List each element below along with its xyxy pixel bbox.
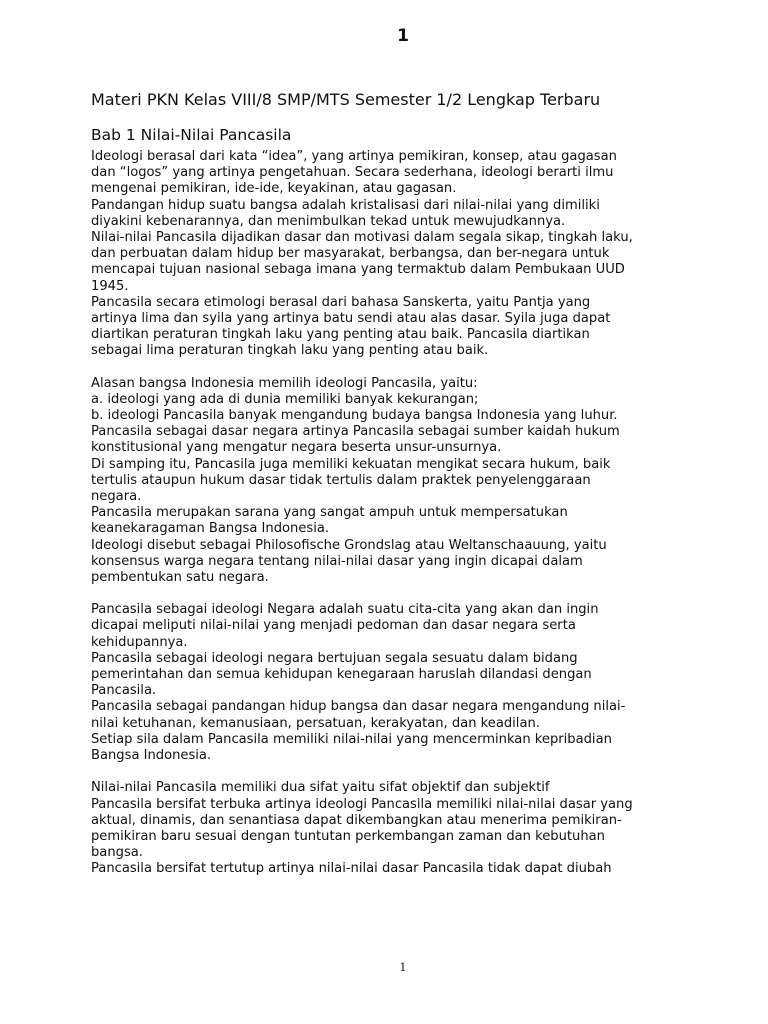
text-line: 1945. <box>91 278 129 294</box>
text-line: mencapai tujuan nasional sebaga imana yang termaktub dalam Pembukaan UUD <box>91 262 625 278</box>
text-line: konstitusional yang mengatur negara beserta unsur-unsurnya. <box>91 440 502 456</box>
text-line: Nilai-nilai Pancasila memiliki dua sifat yaitu sifat objektif dan subjektif <box>91 780 550 796</box>
text-line: Pancasila sebagai ideologi Negara adalah suatu cita-cita yang akan dan ingin <box>91 602 599 618</box>
text-line: pembentukan satu negara. <box>91 569 269 585</box>
text-line: diyakini kebenarannya, dan menimbulkan tekad untuk mewujudkannya. <box>91 213 566 229</box>
text-line: Di samping itu, Pancasila juga memiliki kekuatan mengikat secara hukum, baik <box>91 456 611 472</box>
text-line: b. ideologi Pancasila banyak mengandung budaya bangsa Indonesia yang luhur. <box>91 408 618 423</box>
text-line: diartikan peraturan tingkah laku yang penting atau baik. Pancasila diartikan <box>91 327 590 343</box>
text-line: Pancasila. <box>91 683 157 699</box>
text-line: Pancasila sebagai pandangan hidup bangsa dan dasar negara mengandung nilai- <box>91 699 626 715</box>
text-line: Alasan bangsa Indonesia memilih ideologi Pancasila, yaitu: <box>91 375 478 391</box>
page-number-top: 1 <box>397 26 409 46</box>
page-number-bottom: 1 <box>399 961 407 974</box>
text-line: Pancasila sebagai dasar negara artinya Pancasila sebagai sumber kaidah hukum <box>91 424 620 440</box>
text-line: Nilai-nilai Pancasila dijadikan dasar dan motivasi dalam segala sikap, tingkah laku, <box>91 229 633 245</box>
text-line: aktual, dinamis, dan senantiasa dapat dikembangkan atau menerima pemikiran- <box>91 812 622 828</box>
text-line: sebagai lima peraturan tingkah laku yang penting atau baik. <box>91 343 489 359</box>
text-line: nilai ketuhanan, kemanusiaan, persatuan, kerakyatan, dan keadilan. <box>91 715 540 731</box>
text-line: negara. <box>91 488 142 504</box>
document-title: Materi PKN Kelas VIII/8 SMP/MTS Semester 1/2 Lengkap Terbaru <box>91 90 601 109</box>
blank-line <box>91 764 633 780</box>
text-line: bangsa. <box>91 845 143 861</box>
text-line: Pandangan hidup suatu bangsa adalah kristalisasi dari nilai-nilai yang dimiliki <box>91 197 600 213</box>
text-line: Pancasila merupakan sarana yang sangat ampuh untuk mempersatukan <box>91 505 568 521</box>
blank-line <box>91 359 633 375</box>
text-line: dicapai meliputi nilai-nilai yang menjadi pedoman dan dasar negara serta <box>91 618 576 634</box>
text-line: Ideologi berasal dari kata “idea”, yang artinya pemikiran, konsep, atau gagasan <box>91 149 617 164</box>
text-line: artinya lima dan syila yang artinya batu sendi atau alas dasar. Syila juga dapat <box>91 310 611 326</box>
text-line: Pancasila bersifat terbuka artinya ideologi Pancasila memiliki nilai-nilai dasar yang <box>91 796 633 812</box>
text-line: dan perbuatan dalam hidup ber masyarakat, berbangsa, dan ber-negara untuk <box>91 246 610 262</box>
text-line: keanekaragaman Bangsa Indonesia. <box>91 521 330 537</box>
text-line: konsensus warga negara tentang nilai-nilai dasar yang ingin dicapai dalam <box>91 553 583 569</box>
text-line: mengenai pemikiran, ide-ide, keyakinan, atau gagasan. <box>91 181 457 197</box>
text-line: Ideologi disebut sebagai Philosofische Grondslag atau Weltanschaauung, yaitu <box>91 537 607 553</box>
text-line: pemerintahan dan semua kehidupan kenegaraan haruslah dilandasi dengan <box>91 667 592 682</box>
text-line: kehidupannya. <box>91 634 188 650</box>
text-line: Pancasila bersifat tertutup artinya nilai-nilai dasar Pancasila tidak dapat diubah <box>91 861 612 877</box>
document-body <box>91 149 633 877</box>
chapter-heading: Bab 1 Nilai-Nilai Pancasila <box>91 126 292 144</box>
text-line: dan “logos” yang artinya pengetahuan. Secara sederhana, ideologi berarti ilmu <box>91 165 614 181</box>
text-line: tertulis ataupun hukum dasar tidak tertulis dalam praktek penyelenggaraan <box>91 472 591 488</box>
text-line: Pancasila secara etimologi berasal dari bahasa Sanskerta, yaitu Pantja yang <box>91 294 591 310</box>
text-line: pemikiran baru sesuai dengan tuntutan perkembangan zaman dan kebutuhan <box>91 828 605 844</box>
text-line: Pancasila sebagai ideologi negara bertujuan segala sesuatu dalam bidang <box>91 650 578 666</box>
text-line: a. ideologi yang ada di dunia memiliki banyak kekurangan; <box>91 391 479 407</box>
text-line: Setiap sila dalam Pancasila memiliki nilai-nilai yang mencerminkan kepribadian <box>91 731 612 747</box>
text-line: Bangsa Indonesia. <box>91 747 212 763</box>
blank-line <box>91 586 633 602</box>
